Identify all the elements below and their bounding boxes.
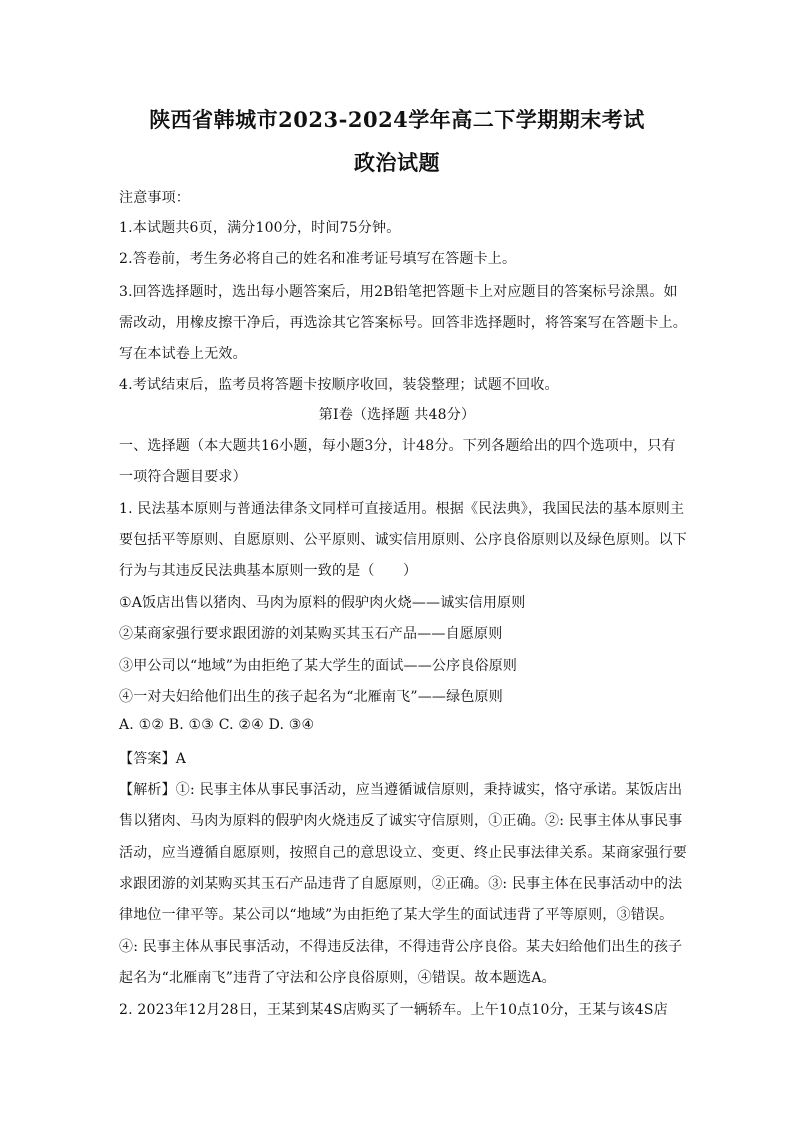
notes-item: 1.本试题共6页，满分100分，时间75分钟。 [119,220,401,236]
section-intro: 一项符合题目要求） [119,469,247,485]
question-1-stem: 要包括平等原则、自愿原则、公平原则、诚实信用原则、公序良俗原则以及绿色原则。以下 [119,532,687,548]
notes-item: 4.考试结束后，监考员将答题卡按顺序收回，装袋整理；试题不回收。 [119,377,559,393]
question-1-analysis: ④: 民事主体从事民事活动，不得违反法律，不得违背公序良俗。某夫妇给他们出生的孩子 [119,939,683,955]
question-1-option: ①A饭店出售以猪肉、马肉为原料的假驴肉火烧——诚实信用原则 [119,595,526,611]
exam-subject-title: 政治试题 [354,150,440,175]
question-1-option: ③甲公司以“地域”为由拒绝了某大学生的面试——公序良俗原则 [119,658,518,674]
notes-heading: 注意事项： [119,190,190,206]
notes-item: 2.答卷前，考生务必将自己的姓名和准考证号填写在答题卡上。 [119,251,517,267]
notes-item: 3.回答选择题时，选出每小题答案后，用2B铅笔把答题卡上对应题目的答案标号涂黑。如 [119,284,678,300]
question-1-analysis: 活动，应当遵循自愿原则，按照自己的意思设立、变更、终止民事法律关系。某商家强行要 [119,845,687,861]
question-1-answer: 【答案】A [119,751,187,767]
notes-item: 写在本试卷上无效。 [119,346,247,362]
question-1-option: ④一对夫妇给他们出生的孩子起名为“北雁南飞”——绿色原则 [119,689,503,705]
question-1-analysis: 求跟团游的刘某购买其玉石产品违背了自愿原则，②正确。③: 民事主体在民事活动中的法 [119,876,683,892]
question-2-stem: 2. 2023年12月28日，王某到某4S店购买了一辆轿车。上午10点10分，王某与该4S店 [119,1002,668,1018]
question-1-analysis: 【解析】①: 民事主体从事民事活动，应当遵循诚信原则，秉持诚实，恪守承诺。某饭店出 [119,782,683,798]
section-intro: 一、选择题（本大题共16小题，每小题3分，计48分。下列各题给出的四个选项中，只有 [119,438,676,454]
notes-item: 需改动，用橡皮擦干净后，再选涂其它答案标号。回答非选择题时，将答案写在答题卡上。 [119,315,687,331]
question-1-stem: 行为与其违反民法典基本原则一致的是（ ） [119,563,418,579]
question-1-analysis: 售以猪肉、马肉为原料的假驴肉火烧违反了诚实守信原则，①正确。②: 民事主体从事民事 [119,813,683,829]
question-1-analysis: 律地位一律平等。某公司以“地域”为由拒绝了某大学生的面试违背了平等原则，③错误。 [119,907,674,923]
question-1-option: ②某商家强行要求跟团游的刘某购买其玉石产品——自愿原则 [119,626,503,642]
question-1-stem: 1. 民法基本原则与普通法律条文同样可直接适用。根据《民法典》，我国民法的基本原则主 [119,501,685,517]
question-1-analysis: 起名为“北雁南飞”违背了守法和公序良俗原则，④错误。故本题选A。 [119,970,556,986]
question-1-choices: A. ①② B. ①③ C. ②④ D. ③④ [119,717,315,733]
section-title: 第Ⅰ卷（选择题 共48分） [318,407,476,423]
exam-title: 陕西省韩城市2023-2024学年高二下学期期末考试 [149,107,645,132]
